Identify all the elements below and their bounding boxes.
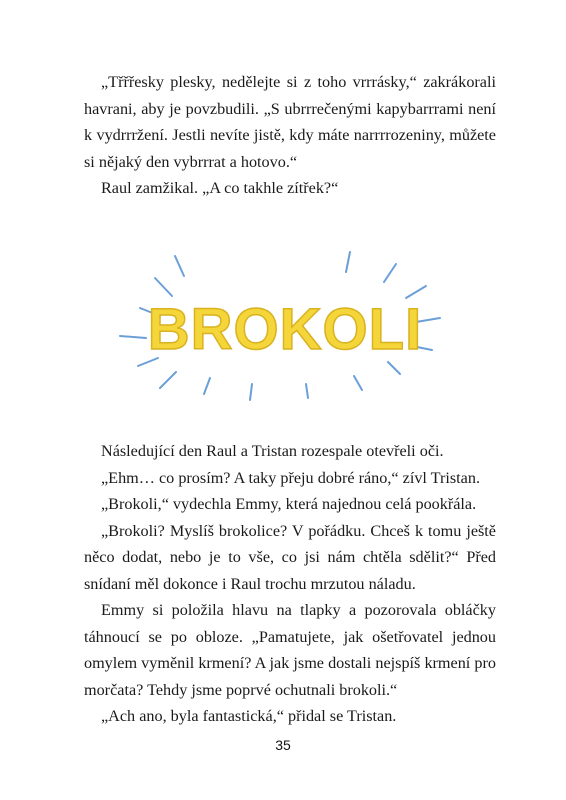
text-block-bottom (84, 438, 496, 730)
page-number: 35 (275, 737, 291, 753)
brokoli-word: BROKOLI (147, 297, 423, 362)
brokoli-illustration (100, 238, 470, 408)
paragraph: „Brokoli,“ vydechla Emmy, která najednou celá pookřála. (101, 495, 477, 513)
paragraph: Následující den Raul a Tristan rozespale otevřeli oči. (101, 442, 444, 460)
paragraph: Emmy si položila hlavu na tlapky a pozorovala obláčky táhnoucí se po obloze. „Pamatujete, jak ošetřovatel jednou omylem vyměnil krmení? A jak jsme dostali nejspíš krmení pro morčata? Tehdy jsme poprvé ochutnali brokoli.“ (84, 601, 496, 699)
text-block-top (84, 69, 496, 202)
paragraph: „Brokoli? Myslíš brokolice? V pořádku. Chceš k tomu ještě něco dodat, nebo je to vše, co jsi nám chtěla sdělit?“ Před snídaní měl dokonce i Raul trochu mrzutou náladu. (84, 521, 496, 593)
paragraph: Raul zamžikal. „A co takhle zítřek?“ (101, 179, 339, 197)
paragraph: „Třřřesky plesky, nedělejte si z toho vrrrásky,“ zakrákorali havrani, aby je povzbudili. „S ubrrrečenými kapybarrrami není k vydrrržení. Jestli nevíte jistě, kdy máte narrrrozeniny, můžete si nějaký den vybrrrat a hotovo.“ (84, 73, 496, 171)
paragraph: „Ach ano, byla fantastická,“ přidal se Tristan. (101, 707, 397, 725)
paragraph: „Ehm… co prosím? A taky přeju dobré ráno,“ zívl Tristan. (101, 468, 480, 487)
